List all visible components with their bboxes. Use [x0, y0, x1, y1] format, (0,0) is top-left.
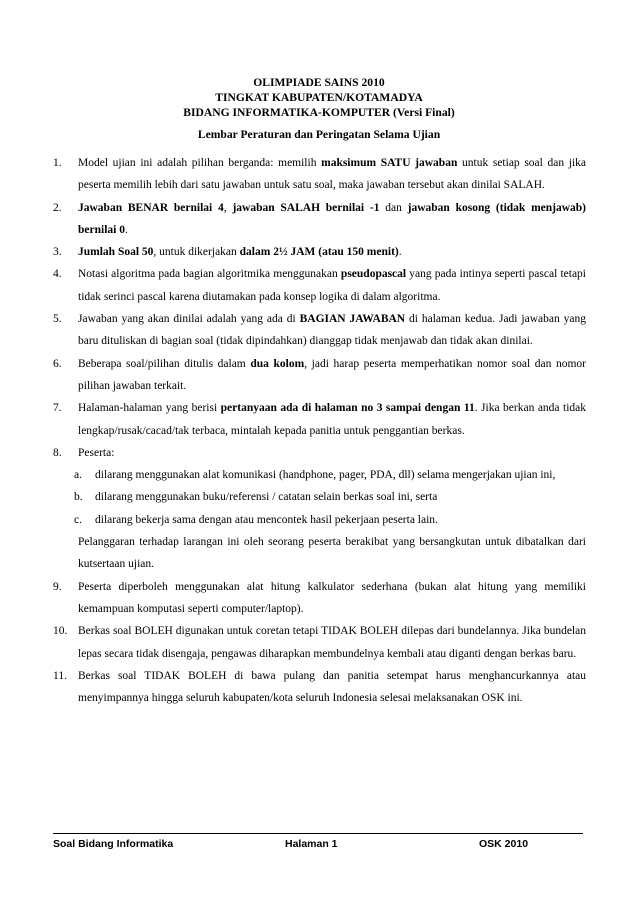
- rule-text: Jawaban yang akan dinilai adalah yang ada di: [78, 313, 300, 326]
- rule-item-2: [53, 197, 586, 242]
- rule-text: Peserta diperboleh menggunakan alat hitung kalkulator sederhana (bukan alat hitung yang memiliki kemampuan komputasi seperti computer/laptop).: [78, 580, 586, 615]
- sub-letter: c.: [74, 513, 82, 526]
- rule-emphasis: jawaban SALAH bernilai -1: [232, 201, 380, 214]
- rule-item-10: [53, 620, 586, 665]
- rule-number: 2.: [53, 201, 62, 214]
- rule-emphasis: jawaban kosong (tidak menjawab) bernilai 0: [78, 201, 587, 236]
- rule-emphasis: pertanyaan ada di halaman no 3 sampai dengan 11: [220, 402, 475, 415]
- sub-letter: a.: [74, 469, 82, 482]
- rule-text: , untuk dikerjakan: [153, 246, 240, 259]
- rule-text: Halaman-halaman yang berisi: [78, 402, 221, 415]
- rule-item-1: [53, 152, 586, 197]
- rule-text: .: [124, 223, 128, 236]
- rule-text: Model ujian ini adalah pilihan berganda: memilih: [78, 157, 322, 169]
- document-header: [0, 75, 638, 120]
- rule-text: Berkas soal TIDAK BOLEH di bawa pulang dan panitia setempat harus menghancurkannya atau menyimpannya hingga seluruh kabupaten/kota seluruh Indonesia selesai melaksanakan OSK ini.: [78, 669, 586, 705]
- rule-number: 10.: [53, 625, 68, 638]
- rule-text: ,: [223, 201, 233, 214]
- rule-text: untuk setiap soal dan jika peserta memilih lebih dari satu jawaban untuk satu soal, maka jawaban tersebut akan dinilai SALAH.: [78, 157, 586, 192]
- rule-emphasis: Jumlah Soal 50: [78, 246, 154, 259]
- rule-number: 7.: [53, 402, 62, 415]
- rule-text: .: [398, 246, 402, 259]
- rule-emphasis: Jawaban BENAR bernilai 4: [78, 201, 224, 214]
- rule-8-sub-a: [53, 464, 586, 486]
- rule-number: 8.: [53, 446, 62, 459]
- sub-text: dilarang menggunakan buku/referensi / catatan selain berkas soal ini, serta: [95, 491, 438, 504]
- rule-item-5: [53, 308, 586, 353]
- sub-letter: b.: [74, 491, 83, 504]
- rule-emphasis: pseudopascal: [340, 268, 407, 281]
- rule-item-6: [53, 353, 586, 398]
- footer-right: OSK 2010: [479, 838, 529, 850]
- footer-divider: [53, 833, 583, 834]
- rule-8-sub-b: [53, 486, 586, 508]
- header-line-1: OLIMPIADE SAINS 2010: [253, 76, 385, 89]
- rule-number: 4.: [53, 268, 62, 281]
- rules-list: [53, 152, 586, 709]
- footer-page-number: Halaman 1: [285, 838, 338, 850]
- rule-item-7: [53, 397, 586, 442]
- rule-text: yang pada intinya seperti pascal tetapi tidak serinci pascal karena diutamakan pada konsep logika di dalam algoritma.: [78, 268, 586, 303]
- rule-emphasis: maksimum SATU jawaban: [321, 157, 458, 169]
- rule-text: Beberapa soal/pilihan ditulis dalam: [78, 357, 251, 370]
- rule-text: Berkas soal BOLEH digunakan untuk coretan tetapi TIDAK BOLEH dilepas dari bundelannya. Jika bundelan lepas secara tidak disengaja, pengawas diharapkan membundelnya kembali atau diganti dengan berkas baru.: [78, 625, 586, 660]
- rule-number: 11.: [53, 669, 67, 682]
- rule-item-4: [53, 263, 586, 308]
- rule-text: dan: [379, 201, 408, 214]
- rule-text: Notasi algoritma pada bagian algoritmika menggunakan: [78, 268, 341, 281]
- rule-number: 9.: [53, 580, 62, 593]
- header-line-2: TINGKAT KABUPATEN/KOTAMADYA: [215, 91, 423, 104]
- rule-item-3: [53, 241, 586, 263]
- rule-number: 1.: [53, 157, 62, 169]
- rule-number: 3.: [53, 246, 62, 259]
- rule-emphasis: BAGIAN JAWABAN: [299, 313, 406, 326]
- rule-text: , jadi harap peserta memperhatikan nomor soal dan nomor pilihan jawaban terkait.: [78, 357, 586, 392]
- rule-item-8: [53, 442, 586, 464]
- rule-text: . Jika berkan anda tidak lengkap/rusak/cacad/tak terbaca, mintalah kepada panitia untuk penggantian berkas.: [78, 402, 587, 437]
- rule-item-11: [53, 665, 586, 710]
- rule-text: Peserta:: [78, 446, 115, 459]
- document-subtitle: Lembar Peraturan dan Peringatan Selama Ujian: [197, 128, 441, 141]
- header-line-3: BIDANG INFORMATIKA-KOMPUTER (Versi Final): [183, 106, 455, 119]
- rule-text: di halaman kedua. Jadi jawaban yang baru dituliskan di bagian soal (tidak dipindahkan) dianggap tidak menjawab dan tidak akan dinilai.: [78, 313, 586, 348]
- rule-item-9: [53, 576, 586, 621]
- rule-emphasis: dua kolom: [250, 357, 305, 370]
- sub-text: dilarang menggunakan alat komunikasi (handphone, pager, PDA, dll) selama mengerjakan ujian ini,: [95, 469, 556, 482]
- rule-number: 6.: [53, 357, 62, 370]
- rule-8-note: Pelanggaran terhadap larangan ini oleh seorang peserta berakibat yang bersangkutan untuk dibatalkan dari kutsertaan ujian.: [78, 536, 586, 571]
- rule-number: 5.: [53, 313, 62, 326]
- rule-emphasis: dalam 2½ JAM (atau 150 menit): [239, 246, 399, 259]
- sub-text: dilarang bekerja sama dengan atau mencontek hasil pekerjaan peserta lain.: [95, 513, 438, 526]
- footer-left: Soal Bidang Informatika: [53, 838, 174, 850]
- rule-8-sub-c: [53, 509, 586, 531]
